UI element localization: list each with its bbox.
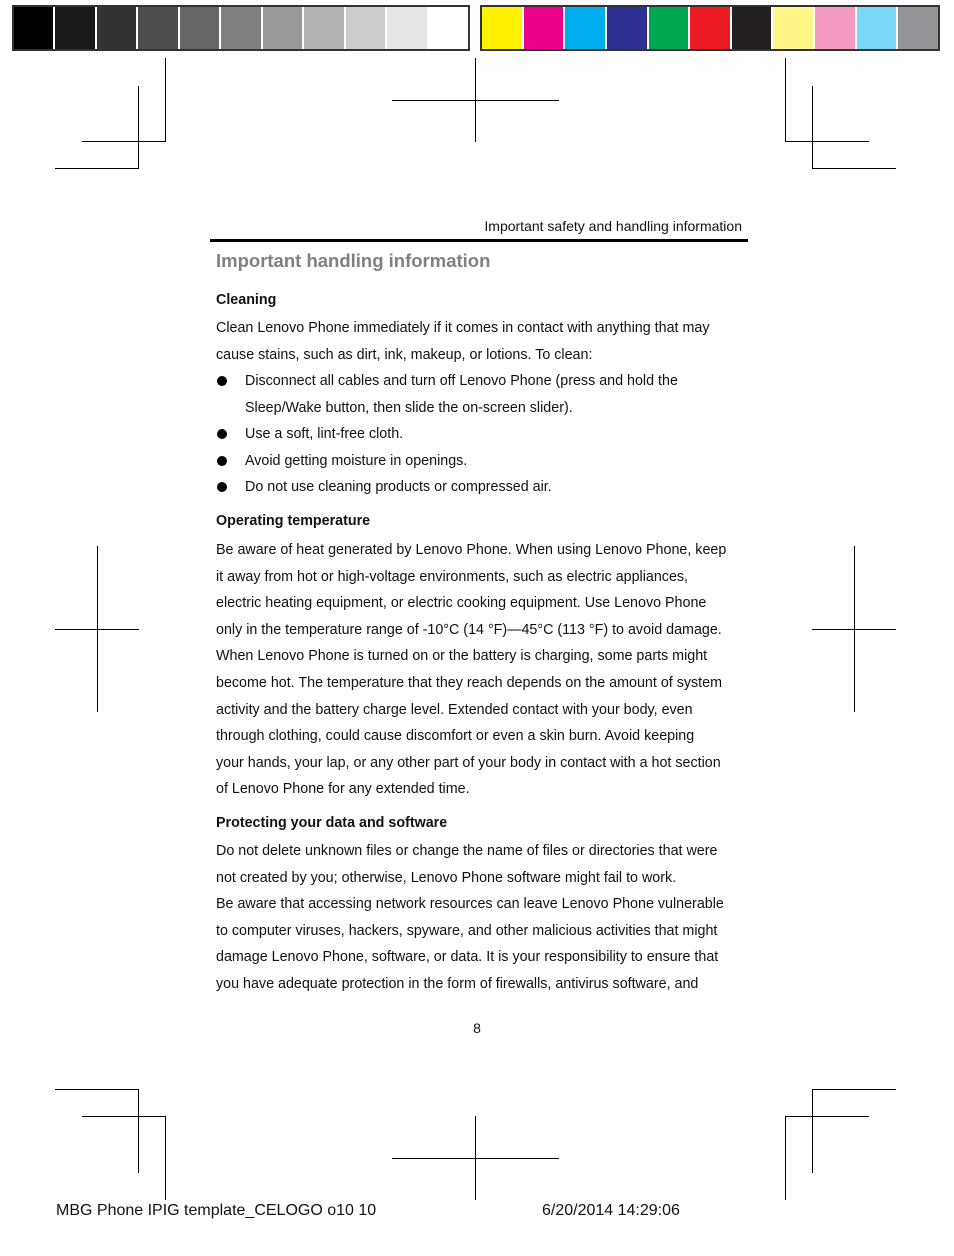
gray-swatch <box>429 7 468 49</box>
text-line: Do not delete unknown files or change the name of files or directories that were <box>216 843 718 859</box>
text-line: Sleep/Wake button, then slide the on-screen slider). <box>245 399 573 416</box>
text-line: damage Lenovo Phone, software, or data. It is your responsibility to ensure that <box>216 949 719 966</box>
gray-swatch <box>55 7 96 49</box>
text-line: to computer viruses, hackers, spyware, and other malicious activities that might <box>216 922 718 939</box>
gray-swatch <box>138 7 179 49</box>
section-heading-protecting-data: Protecting your data and software <box>216 815 448 831</box>
text-line: your hands, your lap, or any other part of your body in contact with a hot section <box>216 754 721 771</box>
color-swatch <box>857 7 899 49</box>
page-number: 8 <box>473 1020 481 1036</box>
list-item <box>216 474 750 501</box>
cleaning-intro <box>216 315 750 368</box>
text-line: Use a soft, lint-free cloth. <box>245 426 404 443</box>
list-item <box>216 368 750 421</box>
text-line: cause stains, such as dirt, ink, makeup, or lotions. To clean: <box>216 346 593 363</box>
text-line: When Lenovo Phone is turned on or the battery is charging, some parts might <box>216 648 708 665</box>
color-swatch <box>649 7 691 49</box>
text-line: Disconnect all cables and turn off Lenovo Phone (press and hold the <box>245 373 678 389</box>
text-line: Avoid getting moisture in openings. <box>245 452 468 469</box>
color-bar <box>480 5 940 51</box>
protecting-data-paragraph <box>216 838 750 998</box>
color-swatch <box>690 7 732 49</box>
gray-swatch <box>263 7 304 49</box>
gray-swatch <box>346 7 387 49</box>
text-line: Do not use cleaning products or compressed air. <box>245 479 552 496</box>
gray-swatch <box>14 7 55 49</box>
list-item <box>216 448 750 475</box>
text-line: become hot. The temperature that they reach depends on the amount of system <box>216 674 722 691</box>
text-line: electric heating equipment, or electric cooking equipment. Use Lenovo Phone <box>216 595 707 612</box>
bullet-icon <box>217 376 227 386</box>
text-line: Be aware of heat generated by Lenovo Phone. When using Lenovo Phone, keep <box>216 542 727 558</box>
color-swatch <box>773 7 815 49</box>
list-item <box>216 421 750 448</box>
gray-swatch <box>221 7 262 49</box>
color-swatch <box>607 7 649 49</box>
text-line: Be aware that accessing network resources can leave Lenovo Phone vulnerable <box>216 896 724 913</box>
section-heading-operating-temperature: Operating temperature <box>216 513 371 529</box>
gray-swatch <box>387 7 428 49</box>
cleaning-bullet-list <box>216 368 750 501</box>
text-line: you have adequate protection in the form of firewalls, antivirus software, and <box>216 975 699 992</box>
bullet-icon <box>217 429 227 439</box>
gray-swatch <box>304 7 345 49</box>
color-swatch <box>815 7 857 49</box>
slug-filename: MBG Phone IPIG template_CELOGO o10 10 <box>56 1202 377 1219</box>
text-line: it away from hot or high-voltage environments, such as electric appliances, <box>216 568 689 585</box>
page-title: Important handling information <box>216 250 491 271</box>
color-swatch <box>524 7 566 49</box>
color-swatch <box>482 7 524 49</box>
section-heading-cleaning: Cleaning <box>216 292 277 308</box>
header-rule <box>210 239 748 242</box>
text-line: Clean Lenovo Phone immediately if it comes in contact with anything that may <box>216 320 710 336</box>
text-line: activity and the battery charge level. Extended contact with your body, even <box>216 701 693 718</box>
gray-swatch <box>97 7 138 49</box>
slug-timestamp: 6/20/2014 14:29:06 <box>542 1202 680 1219</box>
text-line: not created by you; otherwise, Lenovo Phone software might fail to work. <box>216 869 677 886</box>
bullet-icon <box>217 456 227 466</box>
operating-temperature-paragraph <box>216 537 750 803</box>
grayscale-bar <box>12 5 470 51</box>
color-swatch <box>898 7 938 49</box>
gray-swatch <box>180 7 221 49</box>
running-head: Important safety and handling information <box>484 218 742 234</box>
text-line: only in the temperature range of -10°C (14 °F)—45°C (113 °F) to avoid damage. <box>216 621 722 638</box>
text-line: of Lenovo Phone for any extended time. <box>216 781 470 798</box>
color-swatch <box>732 7 774 49</box>
color-swatch <box>565 7 607 49</box>
text-line: through clothing, could cause discomfort or even a skin burn. Avoid keeping <box>216 728 695 745</box>
bullet-icon <box>217 482 227 492</box>
